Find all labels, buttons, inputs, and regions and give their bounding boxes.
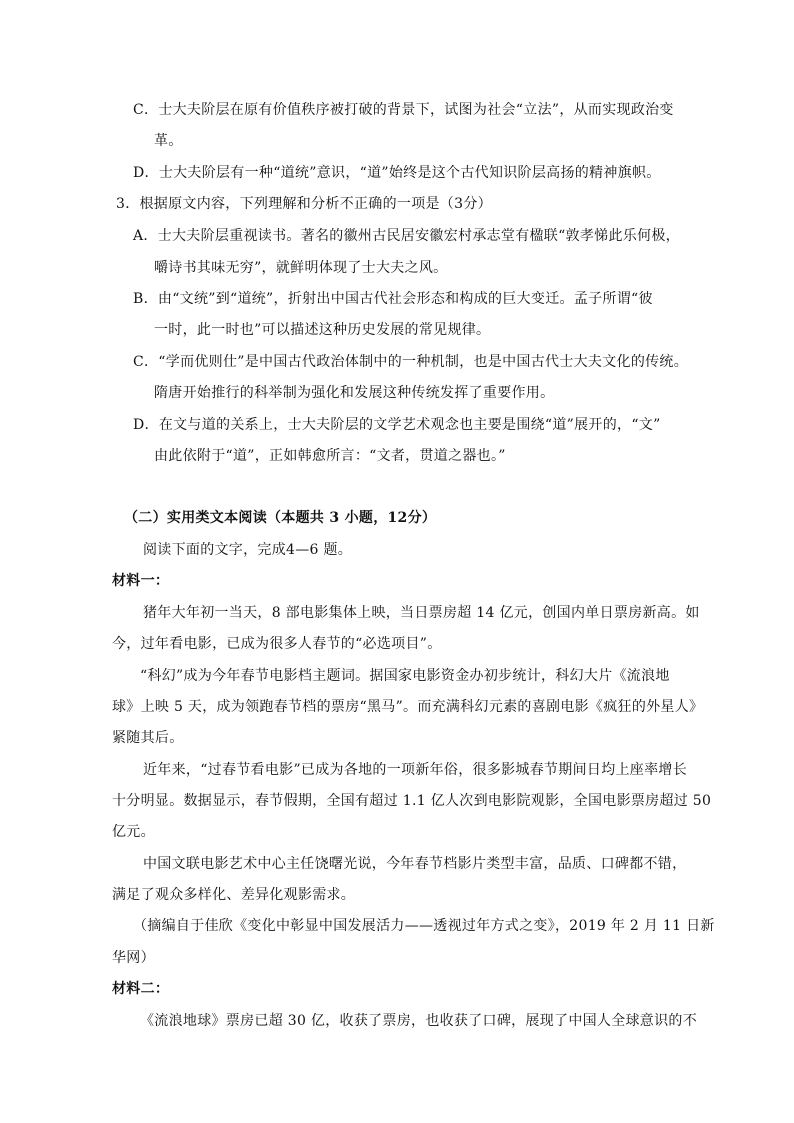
q2-option-c-line1: C．士大夫阶层在原有价值秩序被打破的背景下，试图为社会“立法”，从而实现政治变: [133, 102, 674, 118]
material2-title: 材料二：: [112, 981, 170, 997]
q2-option-c-line2: 革。: [154, 133, 183, 149]
material1-p4-line2: 满足了观众多样化、差异化观影需求。: [112, 887, 356, 903]
section2-heading: （二）实用类文本阅读（本题共 3 小题，12分）: [124, 510, 437, 526]
material1-p3-line2: 十分明显。数据显示，春节假期，全国有超过 1.1 亿人次到电影院观影，全国电影票房超过 50: [112, 793, 712, 809]
q3-option-a-line1: A．士大夫阶层重视读书。著名的徽州古民居安徽宏村承志堂有楹联“敦孝悌此乐何极，: [133, 228, 680, 244]
q3-option-b-line1: B．由“文统”到“道统”，折射出中国古代社会形态和构成的巨大变迁。孟子所谓“彼: [133, 291, 653, 307]
q3-option-c-line2: 隋唐开始推行的科举制为强化和发展这种传统发挥了重要作用。: [154, 385, 555, 401]
material1-title: 材料一：: [112, 573, 170, 589]
q3-option-a-line2: 嚼诗书其味无穷”，就鲜明体现了士大夫之风。: [154, 260, 448, 276]
material1-p4-line1: 中国文联电影艺术中心主任饶曙光说，今年春节档影片类型丰富，品质、口碑都不错，: [143, 856, 687, 872]
q2-option-d-line1: D．士大夫阶层有一种“道统”意识，“道”始终是这个古代知识阶层高扬的精神旗帜。: [133, 165, 661, 181]
material1-source-line1: （摘编自于佳欣《变化中彰显中国发展活力——透视过年方式之变》，2019 年 2 月 11 日新: [133, 918, 715, 934]
q3-option-d-line2: 由此依附于“道”，正如韩愈所言：“文者，贯道之器也。”: [154, 448, 506, 464]
material1-p1-line2: 今，过年看电影，已成为很多人春节的“必选项目”。: [112, 636, 442, 652]
material2-p1-line1: 《流浪地球》票房已超 30 亿，收获了票房，也收获了口碑，展现了中国人全球意识的不: [140, 1013, 698, 1029]
q3-option-c-line1: C．“学而优则仕”是中国古代政治体制中的一种机制，也是中国古代士大夫文化的传统。: [133, 354, 689, 370]
material1-p2-line1: “科幻”成为今年春节电影档主题词。据国家电影资金办初步统计，科幻大片《流浪地: [140, 668, 670, 684]
material1-p1-line1: 猪年大年初一当天，8 部电影集体上映，当日票房超 14 亿元，创国内单日票房新高。如: [143, 605, 700, 621]
q3-stem: 3．根据原文内容，下列理解和分析不正确的一项是（3分）: [116, 196, 492, 212]
section2-instruction: 阅读下面的文字，完成4—6 题。: [143, 542, 353, 558]
material1-p3-line1: 近年来，“过春节看电影”已成为各地的一项新年俗，很多影城春节期间日均上座率增长: [143, 762, 688, 778]
q3-option-b-line2: 一时，此一时也”可以描述这种历史发展的常见规律。: [154, 322, 491, 338]
q3-option-d-line1: D．在文与道的关系上，士大夫阶层的文学艺术观念也主要是围绕“道”展开的，“文”: [133, 417, 661, 433]
material1-p2-line2: 球》上映 5 天，成为领跑春节档的票房“黑马”。而充满科幻元素的喜剧电影《疯狂的外星人》: [112, 699, 704, 715]
material1-p2-line3: 紧随其后。: [112, 730, 184, 746]
material1-p3-line3: 亿元。: [112, 824, 155, 840]
material1-source-line2: 华网）: [112, 950, 155, 966]
